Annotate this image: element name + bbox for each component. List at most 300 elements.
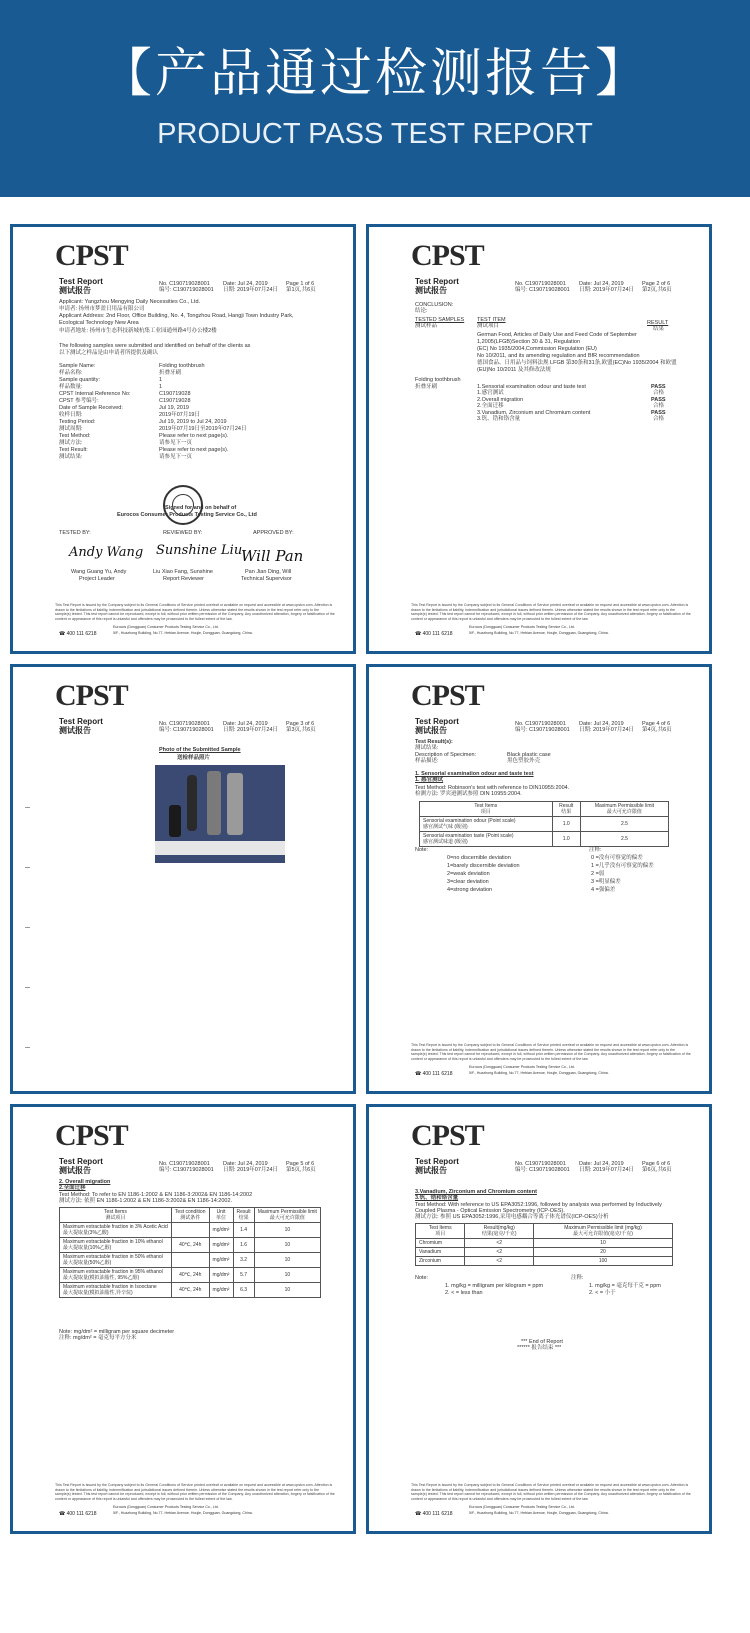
header-text: Maximum Permissible limit bbox=[594, 803, 654, 809]
note-item: 0=no discernible deviation bbox=[447, 855, 511, 861]
cell-result: 5.7 bbox=[233, 1268, 254, 1283]
report-date: Date: Jul 24, 2019 bbox=[579, 721, 624, 727]
end-of-report: *** End of Report bbox=[521, 1339, 563, 1345]
report-no-cn: 编号: C190719028001 bbox=[515, 1167, 570, 1173]
item-result: PASS bbox=[651, 410, 666, 416]
report-no-cn: 编号: C190719028001 bbox=[159, 727, 214, 733]
results-label-cn: 测试结果: bbox=[415, 745, 439, 751]
report-date-cn: 日期: 2019年07月24日 bbox=[223, 727, 279, 733]
approved-by-label: APPROVED BY: bbox=[253, 530, 294, 536]
cell-limit: 10 bbox=[254, 1223, 320, 1238]
table-header bbox=[534, 1224, 673, 1239]
signer-2-role: Report Reviewer bbox=[163, 576, 204, 582]
regulation-1: German Food, Articles of Daily Use and Feed Code of September 1,2005(LFGB)Section 30 & 31, Regulation bbox=[477, 332, 637, 345]
note-label: Note: bbox=[415, 847, 429, 853]
section-title-cn: 1. 感官测试 bbox=[415, 777, 444, 783]
report-page-4 bbox=[366, 664, 712, 1094]
report-title: Test Report bbox=[59, 717, 103, 726]
cpst-logo: CPST bbox=[55, 239, 128, 272]
info-value: 2019年07月19日 bbox=[159, 412, 200, 418]
item-result: PASS bbox=[651, 384, 666, 390]
cell-result: 3.2 bbox=[233, 1253, 254, 1268]
info-label: CPST Internal Reference No: bbox=[59, 391, 131, 397]
photo-title-cn: 送检样品照片 bbox=[177, 755, 211, 761]
header-text-cn: 最大可允许限值 bbox=[269, 1215, 305, 1221]
report-date: Date: Jul 24, 2019 bbox=[579, 281, 624, 287]
info-label: Sample Name: bbox=[59, 363, 96, 369]
cell-item-en: Maximum extractable fraction in 50% ethanol bbox=[63, 1254, 163, 1260]
col-result-cn: 结果 bbox=[653, 326, 665, 332]
cell-item-cn: 最大提取量(模拟油脂性, 95%乙醇) bbox=[63, 1275, 140, 1281]
report-no: No. C190719028001 bbox=[159, 721, 210, 727]
header-text: Maximum Permissible limit bbox=[257, 1209, 317, 1215]
applicant-address-cn: 申请者地址: 扬州市生态科技新城杭集工业园通州路4号办公楼2楼 bbox=[59, 328, 217, 334]
header-text-cn: 结果 bbox=[238, 1215, 249, 1221]
footer-address: 5/F., Huazhong Building, No.77, Hebian Avenue, Houjie, Dongguan, Guangdong, China. bbox=[469, 1511, 609, 1515]
toothbrush-case bbox=[227, 773, 243, 835]
footer-disclaimer: This Test Report is issued by the Company subject to its General Conditions of Service printed overleaf or available on request and accessible at www.cpstcn.com. Attention is drawn to the limitations of liability, indemnification and jurisdictional issues defined therein. Unless otherwise stated the results shown in the test report refer only to the sample(s) tested. This test report cannot be reproduced, except in full, without prior written permission of the Company. Any unauthorized alteration, forgery or falsification of the content or appearance of this report is unlawful and offenders may be prosecuted to the fullest extent of the law. bbox=[55, 1483, 335, 1501]
report-date: Date: Jul 24, 2019 bbox=[579, 1161, 624, 1167]
cell-limit: 10 bbox=[254, 1238, 320, 1253]
cell-item: Zirconium bbox=[416, 1257, 465, 1266]
report-page-6 bbox=[366, 1104, 712, 1534]
report-date: Date: Jul 24, 2019 bbox=[223, 721, 268, 727]
signer-1-role: Project Leader bbox=[79, 576, 115, 582]
cell-item-en: Maximum extractable fraction in 3% Acetic Acid bbox=[63, 1224, 168, 1230]
table-row bbox=[416, 1257, 673, 1266]
header-text-cn: 单位 bbox=[216, 1215, 227, 1221]
end-of-report-cn: ****** 报告结束 *** bbox=[517, 1345, 562, 1351]
migration-table bbox=[59, 1207, 321, 1298]
report-title-cn: 测试报告 bbox=[59, 1166, 91, 1175]
page-number: Page 3 of 6 bbox=[286, 721, 315, 727]
report-date: Date: Jul 24, 2019 bbox=[223, 281, 268, 287]
cell-condition bbox=[171, 1253, 209, 1268]
cell-item bbox=[60, 1283, 172, 1298]
metal-content-table bbox=[415, 1223, 673, 1266]
section-title: 2. Overall migration bbox=[59, 1179, 111, 1185]
regulation-cn: 德国食品、日用品与饲料法规 LFGB 第30条和31条,欧盟(EC)No 1935/2004 和欧盟(EU)No 10/2011 及其修改法规 bbox=[477, 360, 677, 373]
cell-limit: 20 bbox=[534, 1248, 673, 1257]
header-text: Test Items bbox=[428, 1225, 452, 1231]
report-title: Test Report bbox=[415, 277, 459, 286]
report-date: Date: Jul 24, 2019 bbox=[223, 1161, 268, 1167]
cell-unit: mg/dm² bbox=[209, 1283, 233, 1298]
cell-result: <2 bbox=[465, 1257, 534, 1266]
col-test-item: TEST ITEM bbox=[477, 317, 506, 323]
report-date-cn: 日期: 2019年07月24日 bbox=[579, 287, 635, 293]
page-number-cn: 第6页,共6页 bbox=[642, 1167, 672, 1173]
item-result: PASS bbox=[651, 397, 666, 403]
specimen-value-cn: 黑色塑胶外壳 bbox=[507, 758, 541, 764]
company-name: Eurocos Consumer Products Testing Service Co., Ltd bbox=[117, 512, 257, 518]
header-text-cn: 结果(毫克/千克) bbox=[481, 1231, 517, 1237]
report-no: No. C190719028001 bbox=[159, 281, 210, 287]
report-no: No. C190719028001 bbox=[515, 1161, 566, 1167]
test-method-2: Coupled Plasma - Optical Emission Spectrometry (ICP-OES). bbox=[415, 1208, 565, 1214]
page-number-cn: 第5页,共6页 bbox=[286, 1167, 316, 1173]
cell-limit: 10 bbox=[254, 1268, 320, 1283]
cell-limit: 100 bbox=[534, 1257, 673, 1266]
table-header bbox=[209, 1208, 233, 1223]
cell-item: Chromium bbox=[416, 1239, 465, 1248]
signer-2-name: Liu Xiao Fang, Sunshine bbox=[153, 569, 213, 575]
footer-address: 5/F., Huazhong Building, No.77, Hebian Avenue, Houjie, Dongguan, Guangdong, China. bbox=[469, 1071, 609, 1075]
section-title-cn: 2.全面迁移 bbox=[59, 1185, 86, 1191]
report-title-cn: 测试报告 bbox=[415, 286, 447, 295]
cell-condition bbox=[171, 1223, 209, 1238]
cell-result: 1.6 bbox=[233, 1238, 254, 1253]
item-result-cn: 合格 bbox=[653, 403, 665, 409]
toothbrush-body bbox=[207, 771, 221, 835]
toothbrush-handle bbox=[169, 805, 181, 837]
item-name-cn: 2.全面迁移 bbox=[477, 403, 504, 409]
cell-unit: mg/dm² bbox=[209, 1223, 233, 1238]
page-number-cn: 第2页,共6页 bbox=[642, 287, 672, 293]
sample-name: Folding toothbrush bbox=[415, 377, 461, 383]
cpst-logo: CPST bbox=[411, 679, 484, 712]
signer-3-name: Pan Jian Ding, Will bbox=[245, 569, 292, 575]
signature-sunshine: Sunshine Liu bbox=[156, 543, 243, 558]
info-label: 测试方法: bbox=[59, 440, 83, 446]
col-result: RESULT bbox=[647, 320, 669, 326]
header-text-cn: 项目 bbox=[435, 1231, 446, 1237]
cell-item-en: Maximum extractable fraction in 10% ethanol bbox=[63, 1239, 163, 1245]
info-value: 请参见下一页 bbox=[159, 440, 193, 446]
footer-company: Eurocos (Dongguan) Consumer Products Testing Service Co., Ltd. bbox=[469, 625, 575, 629]
cell-item-en: Sensorial examination odour (Point scale) bbox=[423, 818, 516, 824]
note-1: 1. mg/kg = milligram per kilogram = ppm bbox=[445, 1283, 544, 1289]
page-number-cn: 第1页,共6页 bbox=[286, 287, 316, 293]
table-row bbox=[416, 1248, 673, 1257]
note-label-cn: 注释: bbox=[571, 1275, 584, 1281]
cell-limit: 10 bbox=[254, 1283, 320, 1298]
info-value: Please refer to next page(s). bbox=[159, 433, 229, 439]
cell-item-cn: 最大提取量(50%乙醇) bbox=[63, 1260, 112, 1266]
cell-item bbox=[60, 1223, 172, 1238]
report-page-2 bbox=[366, 224, 712, 654]
info-label: Test Method: bbox=[59, 433, 91, 439]
section-title: 3.Vanadium, Zirconium and Chromium content bbox=[415, 1189, 537, 1195]
banner-title-cn: 【产品通过检测报告】 bbox=[99, 44, 650, 104]
cell-item-cn: 最大提取量(3%乙酸) bbox=[63, 1230, 109, 1236]
report-no-cn: 编号: C190719028001 bbox=[515, 727, 570, 733]
intro-text-cn: 以下测试之样品是由申请者所提供及确认 bbox=[59, 350, 159, 356]
footer-company: Eurocos (Dongguan) Consumer Products Testing Service Co., Ltd. bbox=[113, 1505, 219, 1509]
report-page-3 bbox=[10, 664, 356, 1094]
item-result-cn: 合格 bbox=[653, 416, 665, 422]
cell-result: 6.3 bbox=[233, 1283, 254, 1298]
footer-disclaimer: This Test Report is issued by the Company subject to its General Conditions of Service printed overleaf or available on request and accessible at www.cpstcn.com. Attention is drawn to the limitations of liability, indemnification and jurisdictional issues defined therein. Unless otherwise stated the results shown in the test report refer only to the sample(s) tested. This test report cannot be reproduced, except in full, without prior written permission of the Company. Any unauthorized alteration, forgery or falsification of the content or appearance of this report is unlawful and offenders may be prosecuted to the fullest extent of the law. bbox=[55, 603, 335, 621]
tested-by-label: TESTED BY: bbox=[59, 530, 91, 536]
table-row bbox=[60, 1268, 321, 1283]
section-title: 1. Sensorial examination odour and taste test bbox=[415, 771, 534, 777]
header-text: Result bbox=[559, 803, 574, 809]
info-value: Please refer to next page(s). bbox=[159, 447, 229, 453]
intro-text: The following samples were submitted and identified on behalf of the clients as bbox=[59, 343, 251, 349]
note-item-cn: 0 =没有可察觉的偏差 bbox=[591, 855, 643, 861]
report-no-cn: 编号: C190719028001 bbox=[159, 287, 214, 293]
table-row bbox=[416, 1239, 673, 1248]
cpst-logo: CPST bbox=[55, 679, 128, 712]
report-title: Test Report bbox=[415, 1157, 459, 1166]
cell-item-en: Sensorial examination taste (Point scale) bbox=[423, 833, 514, 839]
info-value: 请参见下一页 bbox=[159, 454, 193, 460]
phone-number: ☎ 400 111 6218 bbox=[59, 631, 97, 637]
table-row bbox=[420, 817, 669, 832]
item-name: 2.Overall migration bbox=[477, 397, 524, 403]
applicant-address: Applicant Address: 2nd Floor, Office Building, No. 4, Tongzhou Road, Hangji Town Industry Park, Ecological Technology New Area bbox=[59, 313, 294, 326]
item-name: 3.Vanadium, Zirconium and Chromium content bbox=[477, 410, 591, 416]
page-number: Page 5 of 6 bbox=[286, 1161, 315, 1167]
test-method: Test Method: To refer to EN 1186-1:2002 & EN 1186-3:2002& EN 1186-14:2002 bbox=[59, 1192, 253, 1198]
report-date-cn: 日期: 2019年07月24日 bbox=[223, 287, 279, 293]
cell-condition: 40℃, 24h bbox=[171, 1238, 209, 1253]
banner-title-en: PRODUCT PASS TEST REPORT bbox=[157, 118, 593, 150]
table-header bbox=[552, 802, 580, 817]
cell-result: <2 bbox=[465, 1248, 534, 1257]
sensorial-table bbox=[419, 801, 669, 847]
table-header bbox=[254, 1208, 320, 1223]
report-date-cn: 日期: 2019年07月24日 bbox=[579, 1167, 635, 1173]
note-2-cn: 2. < = 小于 bbox=[589, 1290, 616, 1296]
info-value: 1 bbox=[159, 377, 163, 383]
test-method-1: Test Method: With reference to US EPA3052:1996, followed by analysis was performed by Inductively bbox=[415, 1202, 662, 1208]
table-row bbox=[420, 832, 669, 847]
header-text: Test condition bbox=[174, 1209, 206, 1215]
note-item: 3=clear deviation bbox=[447, 879, 489, 885]
header-banner bbox=[0, 0, 750, 197]
note-item-cn: 3 =明显偏差 bbox=[591, 879, 621, 885]
test-method-cn: 测试方法: 参照 US EPA3052:1996,采用电感耦合等离子体光谱仪(ICP-OES)分析 bbox=[415, 1214, 609, 1220]
page-number: Page 4 of 6 bbox=[642, 721, 671, 727]
item-name-cn: 3.钒、锆和铬含量 bbox=[477, 416, 521, 422]
toothbrush-head bbox=[187, 775, 197, 831]
info-label: 样品数量: bbox=[59, 384, 83, 390]
note-item-cn: 4 =强偏差 bbox=[591, 887, 616, 893]
footer-address: 5/F., Huazhong Building, No.77, Hebian Avenue, Houjie, Dongguan, Guangdong, China. bbox=[469, 631, 609, 635]
footer-company: Eurocos (Dongguan) Consumer Products Testing Service Co., Ltd. bbox=[113, 625, 219, 629]
header-text: Test Items bbox=[474, 803, 498, 809]
info-label: Test Result: bbox=[59, 447, 88, 453]
cell-item bbox=[60, 1253, 172, 1268]
cpst-logo: CPST bbox=[55, 1119, 128, 1152]
footer-company: Eurocos (Dongguan) Consumer Products Testing Service Co., Ltd. bbox=[469, 1065, 575, 1069]
footer-disclaimer: This Test Report is issued by the Company subject to its General Conditions of Service printed overleaf or available on request and accessible at www.cpstcn.com. Attention is drawn to the limitations of liability, indemnification and jurisdictional issues defined therein. Unless otherwise stated the results shown in the test report refer only to the sample(s) tested. This test report cannot be reproduced, except in full, without prior written permission of the Company. Any unauthorized alteration, forgery or falsification of the content or appearance of this report is unlawful and offenders may be prosecuted to the fullest extent of the law. bbox=[411, 1483, 691, 1501]
header-text: Result(mg/kg) bbox=[483, 1225, 515, 1231]
report-title: Test Report bbox=[59, 277, 103, 286]
cell-unit: mg/dm² bbox=[209, 1238, 233, 1253]
info-label: CPST 参考编号: bbox=[59, 398, 99, 404]
header-text-cn: 最大可允许限值 bbox=[606, 809, 642, 815]
applicant-cn: 申请者: 扬州市梦盈日用品有限公司 bbox=[59, 306, 145, 312]
phone-number: ☎ 400 111 6218 bbox=[415, 1511, 453, 1517]
conclusion-label: CONCLUSION: bbox=[415, 302, 454, 308]
header-text-cn: 项目 bbox=[480, 809, 491, 815]
note-item-cn: 2 =弱 bbox=[591, 871, 605, 877]
note-label: Note: bbox=[415, 1275, 429, 1281]
info-label: Date of Sample Received: bbox=[59, 405, 123, 411]
footer-disclaimer: This Test Report is issued by the Company subject to its General Conditions of Service printed overleaf or available on request and accessible at www.cpstcn.com. Attention is drawn to the limitations of liability, indemnification and jurisdictional issues defined therein. Unless otherwise stated the results shown in the test report refer only to the sample(s) tested. This test report cannot be reproduced, except in full, without prior written permission of the Company. Any unauthorized alteration, forgery or falsification of the content or appearance of this report is unlawful and offenders may be prosecuted to the fullest extent of the law. bbox=[411, 603, 691, 621]
phone-number: ☎ 400 111 6218 bbox=[59, 1511, 97, 1517]
footer-disclaimer: This Test Report is issued by the Company subject to its General Conditions of Service printed overleaf or available on request and accessible at www.cpstcn.com. Attention is drawn to the limitations of liability, indemnification and jurisdictional issues defined therein. Unless otherwise stated the results shown in the test report refer only to the sample(s) tested. This test report cannot be reproduced, except in full, without prior written permission of the Company. Any unauthorized alteration, forgery or falsification of the content or appearance of this report is unlawful and offenders may be prosecuted to the fullest extent of the law. bbox=[411, 1043, 691, 1061]
reviewed-by-label: REVIEWED BY: bbox=[163, 530, 203, 536]
cell-item bbox=[420, 817, 553, 832]
signed-for: Signed for and on behalf of bbox=[165, 505, 237, 511]
note-item: 2=weak deviation bbox=[447, 871, 490, 877]
cell-item-cn: 最大提取量(10%乙醇) bbox=[63, 1245, 112, 1251]
note-label-cn: 注释: bbox=[589, 847, 602, 853]
report-title-cn: 测试报告 bbox=[59, 726, 91, 735]
table-header bbox=[416, 1224, 465, 1239]
header-text-cn: 结果 bbox=[561, 809, 572, 815]
info-label: 测试结果: bbox=[59, 454, 83, 460]
info-label: Testing Period: bbox=[59, 419, 96, 425]
cell-limit: 2.5 bbox=[580, 817, 668, 832]
specimen-label: Description of Specimen: bbox=[415, 752, 477, 758]
note-2: 2. < = less than bbox=[445, 1290, 483, 1296]
col-tested-samples: TESTED SAMPLES bbox=[415, 317, 465, 323]
report-title: Test Report bbox=[415, 717, 459, 726]
header-text: Maximum Permissible limit (mg/kg) bbox=[564, 1225, 642, 1231]
cell-result: 1.0 bbox=[552, 817, 580, 832]
footer-address: 5/F., Huazhong Building, No.77, Hebian Avenue, Houjie, Dongguan, Guangdong, China. bbox=[113, 631, 253, 635]
header-text-cn: 测试条件 bbox=[180, 1215, 201, 1221]
photo-title: Photo of the Submitted Sample bbox=[159, 747, 241, 753]
report-no: No. C190719028001 bbox=[515, 721, 566, 727]
item-name: 1.Sensorial examination odour and taste test bbox=[477, 384, 586, 390]
note-item-cn: 1 =几乎没有可察觉的偏差 bbox=[591, 863, 654, 869]
table-header bbox=[60, 1208, 172, 1223]
phone-number: ☎ 400 111 6218 bbox=[415, 1071, 453, 1077]
table-header bbox=[465, 1224, 534, 1239]
item-result-cn: 合格 bbox=[653, 390, 665, 396]
cell-limit: 10 bbox=[254, 1253, 320, 1268]
test-method: Test Method: Robinson's test with reference to DIN10955:2004. bbox=[415, 785, 570, 791]
info-value: 1 bbox=[159, 384, 163, 390]
table-row bbox=[60, 1238, 321, 1253]
table-header bbox=[420, 802, 553, 817]
cell-item-en: Maximum extractable fraction in Isooctane bbox=[63, 1284, 157, 1290]
cell-item-cn: 感官测试气味 (级别) bbox=[423, 824, 468, 830]
cell-item: Vanadium bbox=[416, 1248, 465, 1257]
cell-result: <2 bbox=[465, 1239, 534, 1248]
info-value: Jul 19, 2019 to Jul 24, 2019 bbox=[159, 419, 227, 425]
phone-number: ☎ 400 111 6218 bbox=[415, 631, 453, 637]
table-header bbox=[171, 1208, 209, 1223]
header-text-cn: 最大可允许限值(毫克/千克) bbox=[573, 1231, 633, 1237]
sample-name-cn: 折叠牙刷 bbox=[415, 384, 438, 390]
info-value: Folding toothbrush bbox=[159, 363, 205, 369]
note-item: 1=barely discernible deviation bbox=[447, 863, 520, 869]
note-1-cn: 1. mg/kg = 毫克每千克 = ppm bbox=[589, 1283, 661, 1289]
header-text-cn: 测试项目 bbox=[105, 1215, 126, 1221]
info-value: Jul 19, 2019 bbox=[159, 405, 189, 411]
section-title-cn: 3.钒、锆和铬含量 bbox=[415, 1195, 459, 1201]
test-method-cn: 检测方法: 罗宾逊测试参照 DIN 10955:2004. bbox=[415, 791, 522, 797]
signer-1-name: Wang Guang Yu, Andy bbox=[71, 569, 127, 575]
cell-condition: 40℃, 24h bbox=[171, 1268, 209, 1283]
applicant: Applicant: Yangzhou Mengying Daily Necessities Co., Ltd. bbox=[59, 299, 201, 305]
footer-company: Eurocos (Dongguan) Consumer Products Testing Service Co., Ltd. bbox=[469, 1505, 575, 1509]
item-name-cn: 1.感官测试 bbox=[477, 390, 504, 396]
cell-result: 1.0 bbox=[552, 832, 580, 847]
table-header bbox=[233, 1208, 254, 1223]
table-row bbox=[60, 1223, 321, 1238]
sample-photo bbox=[155, 765, 285, 863]
info-label: Sample quantity: bbox=[59, 377, 100, 383]
cell-item-cn: 最大提取量(模拟油脂性,异辛烷) bbox=[63, 1290, 133, 1296]
info-value: C190719028 bbox=[159, 398, 191, 404]
report-title-cn: 测试报告 bbox=[415, 1166, 447, 1175]
report-no: No. C190719028001 bbox=[159, 1161, 210, 1167]
report-title-cn: 测试报告 bbox=[59, 286, 91, 295]
signer-3-role: Technical Supervisor bbox=[241, 576, 292, 582]
test-method-cn: 测试方法: 依照 EN 1186-1:2002 & EN 1186-3:2002& EN 1186-14:2002. bbox=[59, 1198, 233, 1204]
info-label: 测试周期: bbox=[59, 426, 83, 432]
specimen-value: Black plastic case bbox=[507, 752, 551, 758]
signature-andy: Andy Wang bbox=[69, 545, 144, 560]
table-header bbox=[580, 802, 668, 817]
page-number: Page 1 of 6 bbox=[286, 281, 315, 287]
cell-unit: mg/dm² bbox=[209, 1253, 233, 1268]
page-number: Page 2 of 6 bbox=[642, 281, 671, 287]
conclusion-label-cn: 结论: bbox=[415, 308, 428, 314]
cell-unit: mg/dm² bbox=[209, 1268, 233, 1283]
report-page-1 bbox=[10, 224, 356, 654]
cell-condition: 40℃, 24h bbox=[171, 1283, 209, 1298]
report-title-cn: 测试报告 bbox=[415, 726, 447, 735]
page-number: Page 6 of 6 bbox=[642, 1161, 671, 1167]
page-number-cn: 第4页,共6页 bbox=[642, 727, 672, 733]
report-no-cn: 编号: C190719028001 bbox=[159, 1167, 214, 1173]
info-value: 折叠牙刷 bbox=[159, 370, 182, 376]
table-row bbox=[60, 1253, 321, 1268]
cell-limit: 10 bbox=[534, 1239, 673, 1248]
info-label: 样品名称: bbox=[59, 370, 83, 376]
info-label: 收样日期: bbox=[59, 412, 83, 418]
report-no-cn: 编号: C190719028001 bbox=[515, 287, 570, 293]
cell-item bbox=[420, 832, 553, 847]
info-value: C190719028 bbox=[159, 391, 191, 397]
cpst-logo: CPST bbox=[411, 239, 484, 272]
regulation-3: No 10/2011, and its amending regulation and BfR recommendation bbox=[477, 353, 640, 359]
col-tested-samples-cn: 测试样品 bbox=[415, 323, 438, 329]
report-date-cn: 日期: 2019年07月24日 bbox=[223, 1167, 279, 1173]
page-number-cn: 第3页,共6页 bbox=[286, 727, 316, 733]
header-text: Unit bbox=[216, 1209, 226, 1215]
cell-result: 1.4 bbox=[233, 1223, 254, 1238]
regulation-2: (EC) No 1935/2004,Commission Regulation (EU) bbox=[477, 346, 597, 352]
report-title: Test Report bbox=[59, 1157, 103, 1166]
cell-item bbox=[60, 1238, 172, 1253]
results-label: Test Result(s): bbox=[415, 739, 453, 745]
specimen-label-cn: 样品描述: bbox=[415, 758, 439, 764]
report-no: No. C190719028001 bbox=[515, 281, 566, 287]
note-text: Note: mg/dm² = milligram per square decimeter bbox=[59, 1329, 175, 1335]
ruler bbox=[155, 841, 285, 855]
signature-will: Will Pan bbox=[241, 547, 304, 565]
report-date-cn: 日期: 2019年07月24日 bbox=[579, 727, 635, 733]
info-value: 2019年07月19日至2019年07月24日 bbox=[159, 426, 247, 432]
cell-item bbox=[60, 1268, 172, 1283]
col-test-item-cn: 测试项目 bbox=[477, 323, 500, 329]
note-text-cn: 注释: mg/dm² = 毫克每平方分米 bbox=[59, 1335, 137, 1341]
header-text: Test Items bbox=[104, 1209, 127, 1215]
cpst-logo: CPST bbox=[411, 1119, 484, 1152]
table-row bbox=[60, 1283, 321, 1298]
cell-limit: 2.5 bbox=[580, 832, 668, 847]
